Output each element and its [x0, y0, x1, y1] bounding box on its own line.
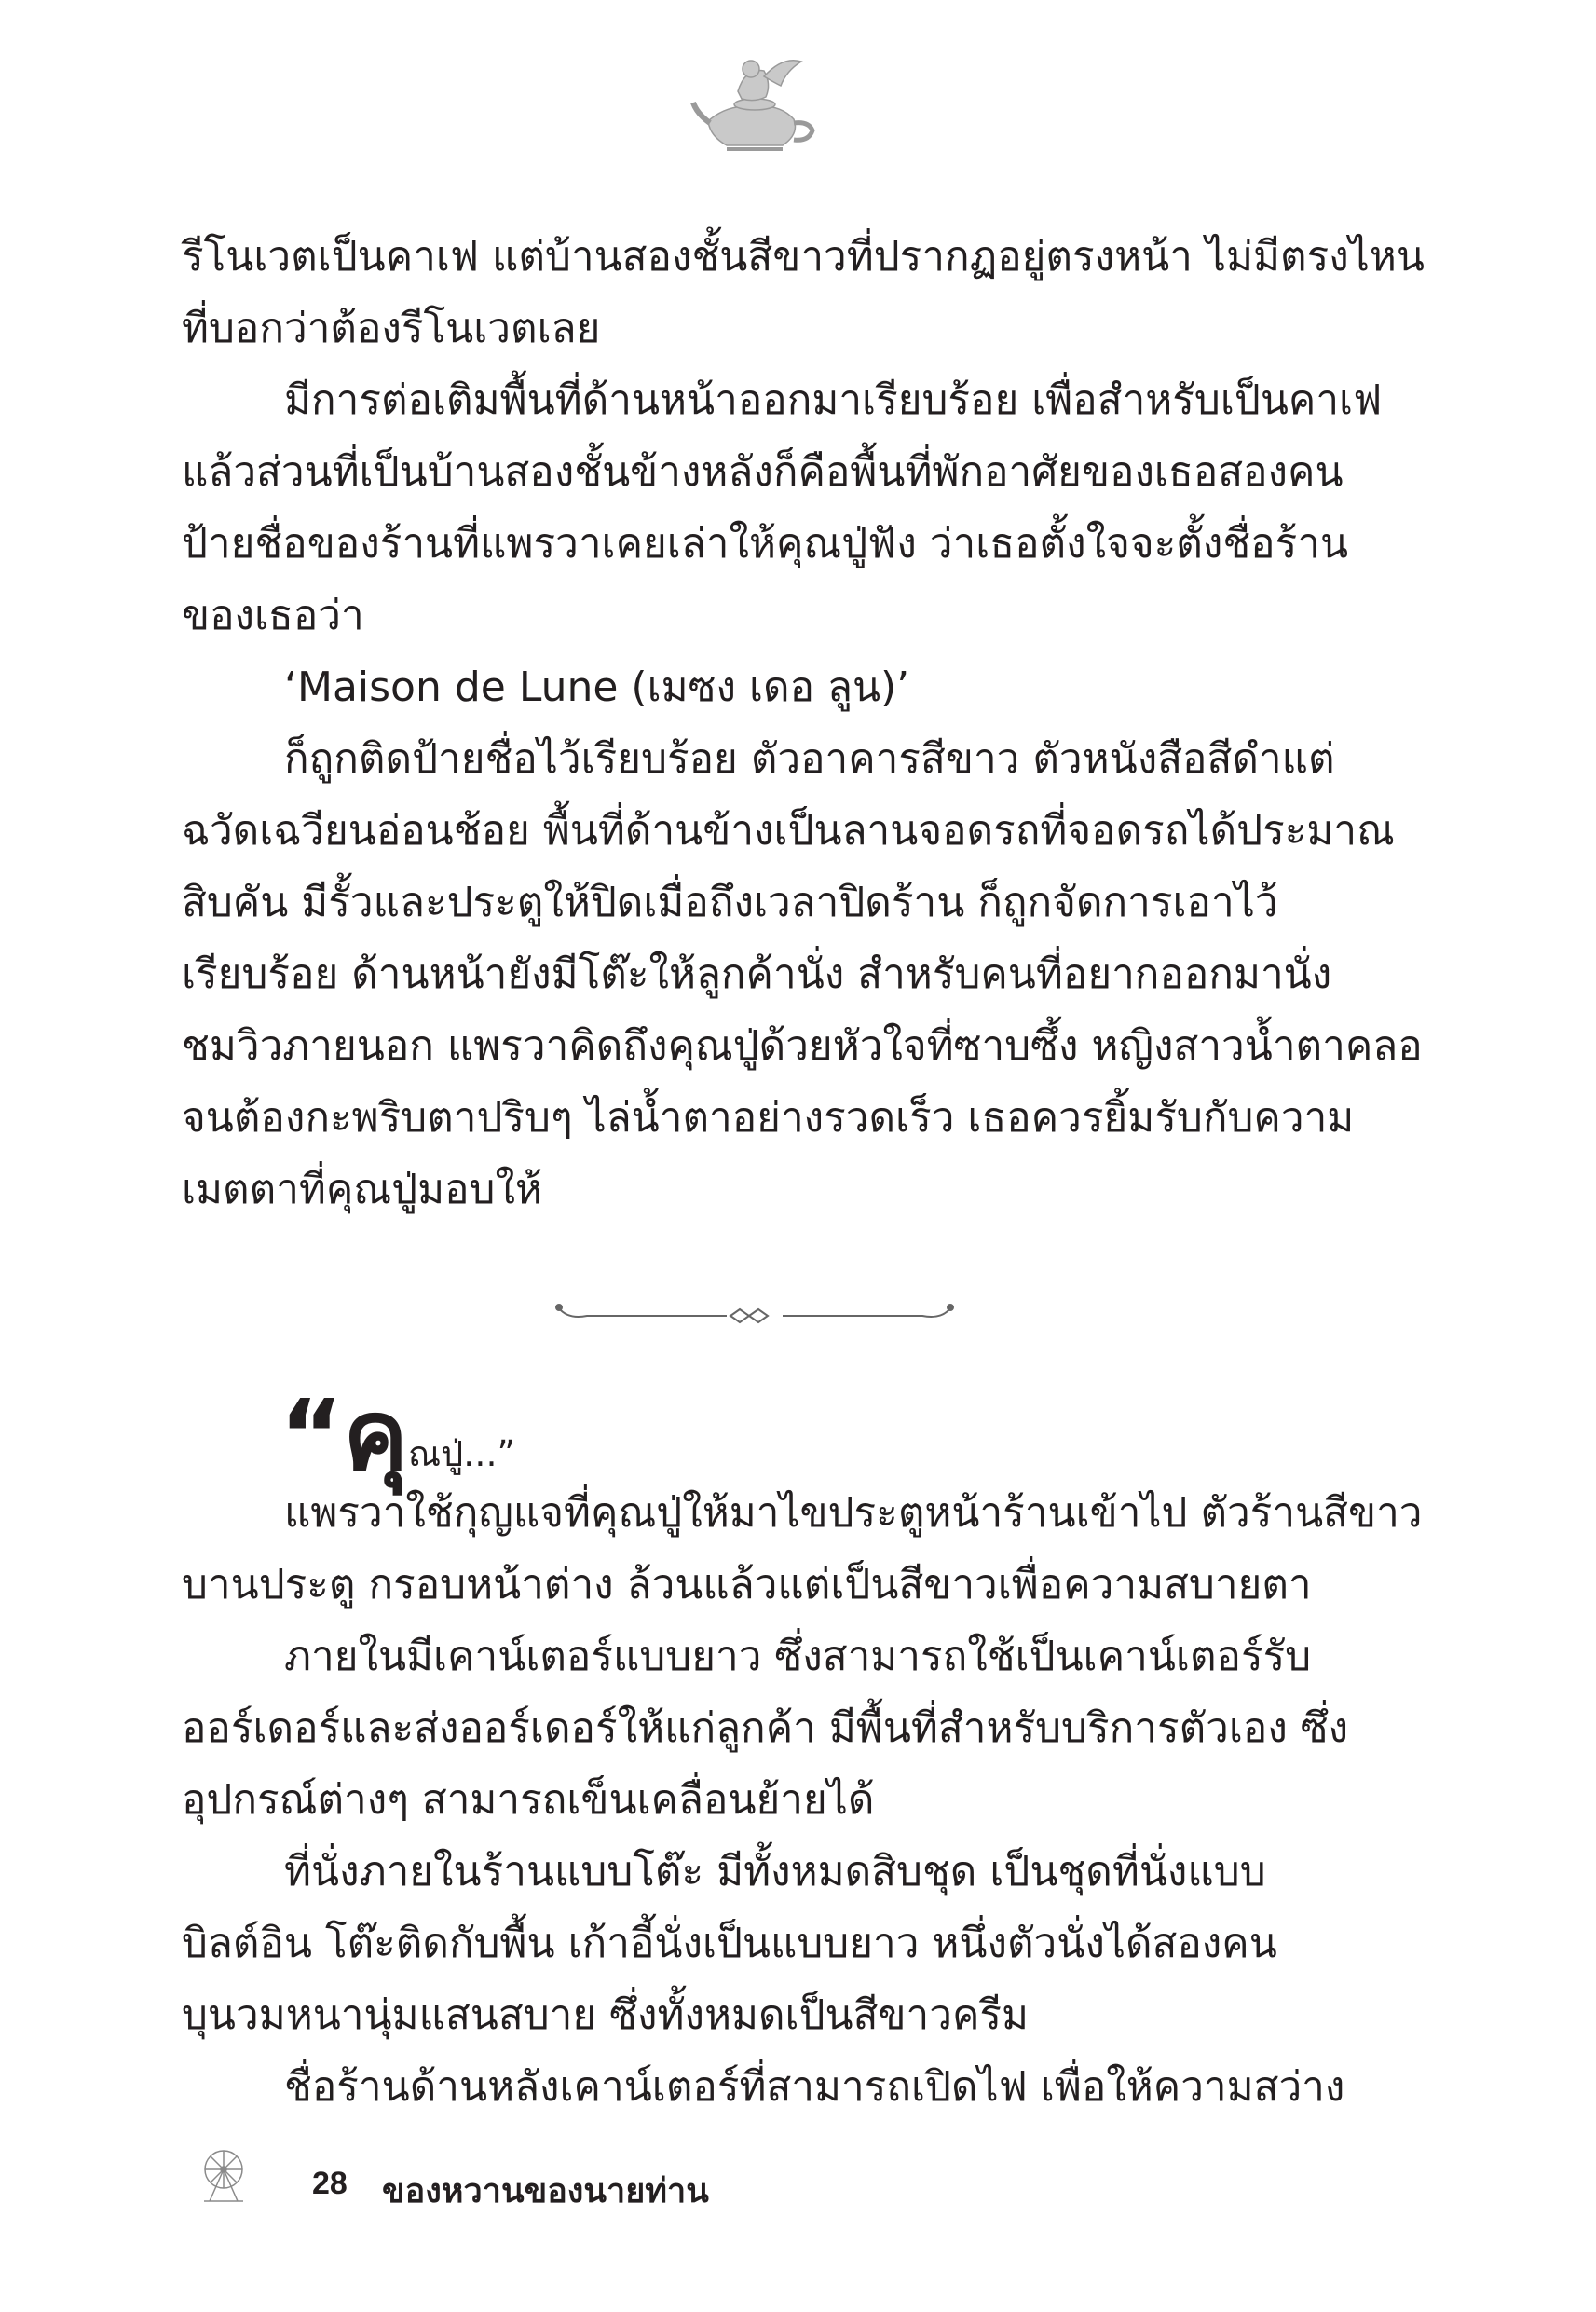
- paragraph-line: บิลต์อิน โต๊ะติดกับพื้น เก้าอี้นั่งเป็นแบบยาว หนึ่งตัวนั่งได้สองคน: [182, 1920, 1277, 1967]
- section-divider-icon: [550, 1295, 960, 1333]
- paragraph-line: จนต้องกะพริบตาปริบๆ ไล่น้ำตาอย่างรวดเร็ว เธอควรยิ้มรับกับความ: [182, 1094, 1355, 1142]
- dropcap-heading: [280, 1378, 516, 1492]
- paragraph-line: ฉวัดเฉวียนอ่อนช้อย พื้นที่ด้านข้างเป็นลานจอดรถที่จอดรถได้ประมาณ: [182, 807, 1395, 855]
- paragraph-line: ชมวิวภายนอก แพรวาคิดถึงคุณปู่ด้วยหัวใจที่ซาบซึ้ง หญิงสาวน้ำตาคลอ: [182, 1022, 1423, 1070]
- paragraph-line: มีการต่อเติมพื้นที่ด้านหน้าออกมาเรียบร้อย เพื่อสำหรับเป็นคาเฟ: [284, 376, 1383, 424]
- paragraph-line: เรียบร้อย ด้านหน้ายังมีโต๊ะให้ลูกค้านั่ง สำหรับคนที่อยากออกมานั่ง: [182, 951, 1332, 998]
- paragraph-line: สิบคัน มีรั้วและประตูให้ปิดเมื่อถึงเวลาปิดร้าน ก็ถูกจัดการเอาไว้: [182, 879, 1278, 926]
- paragraph-line: เมตตาที่คุณปู่มอบให้: [182, 1166, 542, 1213]
- paragraph-line: ที่บอกว่าต้องรีโนเวตเลย: [182, 305, 601, 352]
- book-title: ของหวานของนายท่าน: [382, 2172, 709, 2210]
- paragraph-line: ป้ายชื่อของร้านที่แพรวาเคยเล่าให้คุณปู่ฟัง ว่าเธอตั้งใจจะตั้งชื่อร้าน: [182, 520, 1349, 568]
- paragraph-line: ของเธอว่า: [182, 592, 364, 639]
- paragraph-line: บุนวมหนานุ่มแสนสบาย ซึ่งทั้งหมดเป็นสีขาวครีม: [182, 1991, 1030, 2039]
- paragraph-line: ที่นั่งภายในร้านแบบโต๊ะ มีทั้งหมดสิบชุด เป็นชุดที่นั่งแบบ: [284, 1848, 1266, 1895]
- ferris-wheel-logo-icon: [191, 2143, 256, 2209]
- paragraph-line: แพรวาใช้กุญแจที่คุณปู่ให้มาไขประตูหน้าร้านเข้าไป ตัวร้านสีขาว: [284, 1489, 1423, 1537]
- quote-line: ‘Maison de Lune (เมซง เดอ ลูน)’: [284, 664, 910, 711]
- paragraph-line: ออร์เดอร์และส่งออร์เดอร์ให้แก่ลูกค้า มีพื้นที่สำหรับบริการตัวเอง ซึ่ง: [182, 1704, 1349, 1752]
- dropcap-rest: ณปู่...”: [407, 1433, 516, 1474]
- paragraph-line: รีโนเวตเป็นคาเฟ แต่บ้านสองชั้นสีขาวที่ปรากฏอยู่ตรงหน้า ไม่มีตรงไหน: [182, 233, 1425, 280]
- dropcap-letter: “คุ: [280, 1378, 408, 1492]
- paragraph-line: ชื่อร้านด้านหลังเคาน์เตอร์ที่สามารถเปิดไฟ เพื่อให้ความสว่าง: [284, 2063, 1345, 2111]
- paragraph-line: ภายในมีเคาน์เตอร์แบบยาว ซึ่งสามารถใช้เป็นเคาน์เตอร์รับ: [284, 1633, 1312, 1680]
- paragraph-line: อุปกรณ์ต่างๆ สามารถเข็นเคลื่อนย้ายได้: [182, 1776, 875, 1824]
- teapot-ornament-icon: [689, 48, 820, 160]
- paragraph-line: ก็ถูกติดป้ายชื่อไว้เรียบร้อย ตัวอาคารสีขาว ตัวหนังสือสีดำแต่: [284, 735, 1335, 783]
- page-number: 28: [312, 2166, 348, 2201]
- paragraph-line: แล้วส่วนที่เป็นบ้านสองชั้นข้างหลังก็คือพื้นที่พักอาศัยของเธอสองคน: [182, 448, 1344, 496]
- paragraph-line: บานประตู กรอบหน้าต่าง ล้วนแล้วแต่เป็นสีขาวเพื่อความสบายตา: [182, 1561, 1312, 1608]
